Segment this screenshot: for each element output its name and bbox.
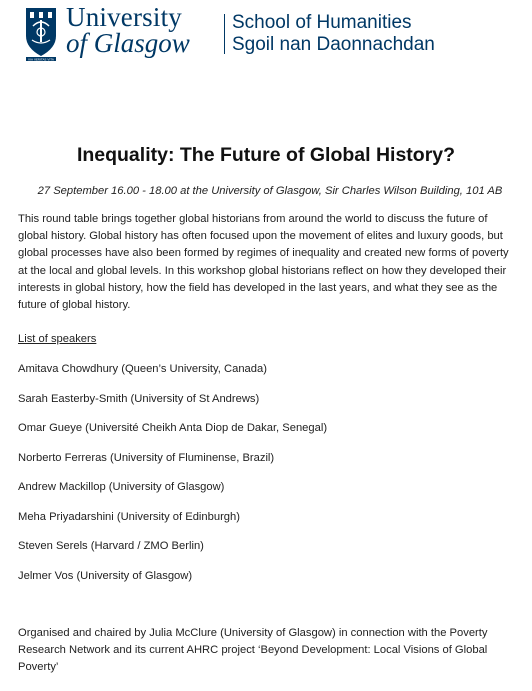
speaker-item: Amitava Chowdhury (Queen’s University, Canada) [18, 363, 267, 375]
university-wordmark [66, 4, 190, 56]
crest-motto: VIA VERITAS VITA [28, 57, 54, 62]
speaker-item: Meha Priyadarshini (University of Edinburgh) [18, 510, 240, 523]
speakers-heading: List of speakers [18, 333, 97, 345]
speaker-item: Norberto Ferreras (University of Fluminense, Brazil) [18, 451, 275, 464]
speaker-item: Sarah Easterby-Smith (University of St Andrews) [18, 392, 260, 405]
speaker-item: Jelmer Vos (University of Glasgow) [18, 569, 193, 582]
event-title: Inequality: The Future of Global History? [76, 144, 456, 166]
university-crest-icon [24, 6, 58, 62]
university-name-line1: University [66, 2, 182, 32]
speaker-item: Omar Gueye (Université Cheikh Anta Diop de Dakar, Senegal) [18, 422, 328, 434]
school-name-english: School of Humanities [232, 12, 412, 33]
school-name [232, 12, 435, 56]
event-date-location: 27 September 16.00 - 18.00 at the University of Glasgow, Sir Charles Wilson Building, 101 AB [37, 185, 503, 197]
organiser-note: Organised and chaired by Julia McClure (University of Glasgow) in connection with the Poverty Research Network and its current AHRC project ‘Beyond Development: Local Visions of Global Poverty’ [18, 627, 488, 674]
speaker-item: Andrew Mackillop (University of Glasgow) [18, 481, 225, 493]
page-header [24, 4, 514, 64]
speakers-list [18, 363, 327, 599]
event-description: This round table brings together global historians from around the world to discuss the future of global history. Global history has often focused upon the movement of elites and luxury goods, but global processes have also been formed by regimes of inequality and created new forms of poverty at the local and global levels. In this workshop global historians reflect on how they developed their interests in global history, how the field has developed in the last years, and what they see as the future of global history. [18, 213, 509, 312]
header-divider [224, 14, 225, 54]
speaker-item: Steven Serels (Harvard / ZMO Berlin) [18, 540, 204, 552]
university-name-line2: of Glasgow [66, 28, 190, 58]
school-name-gaelic: Sgoil nan Daonnachdan [232, 34, 435, 55]
